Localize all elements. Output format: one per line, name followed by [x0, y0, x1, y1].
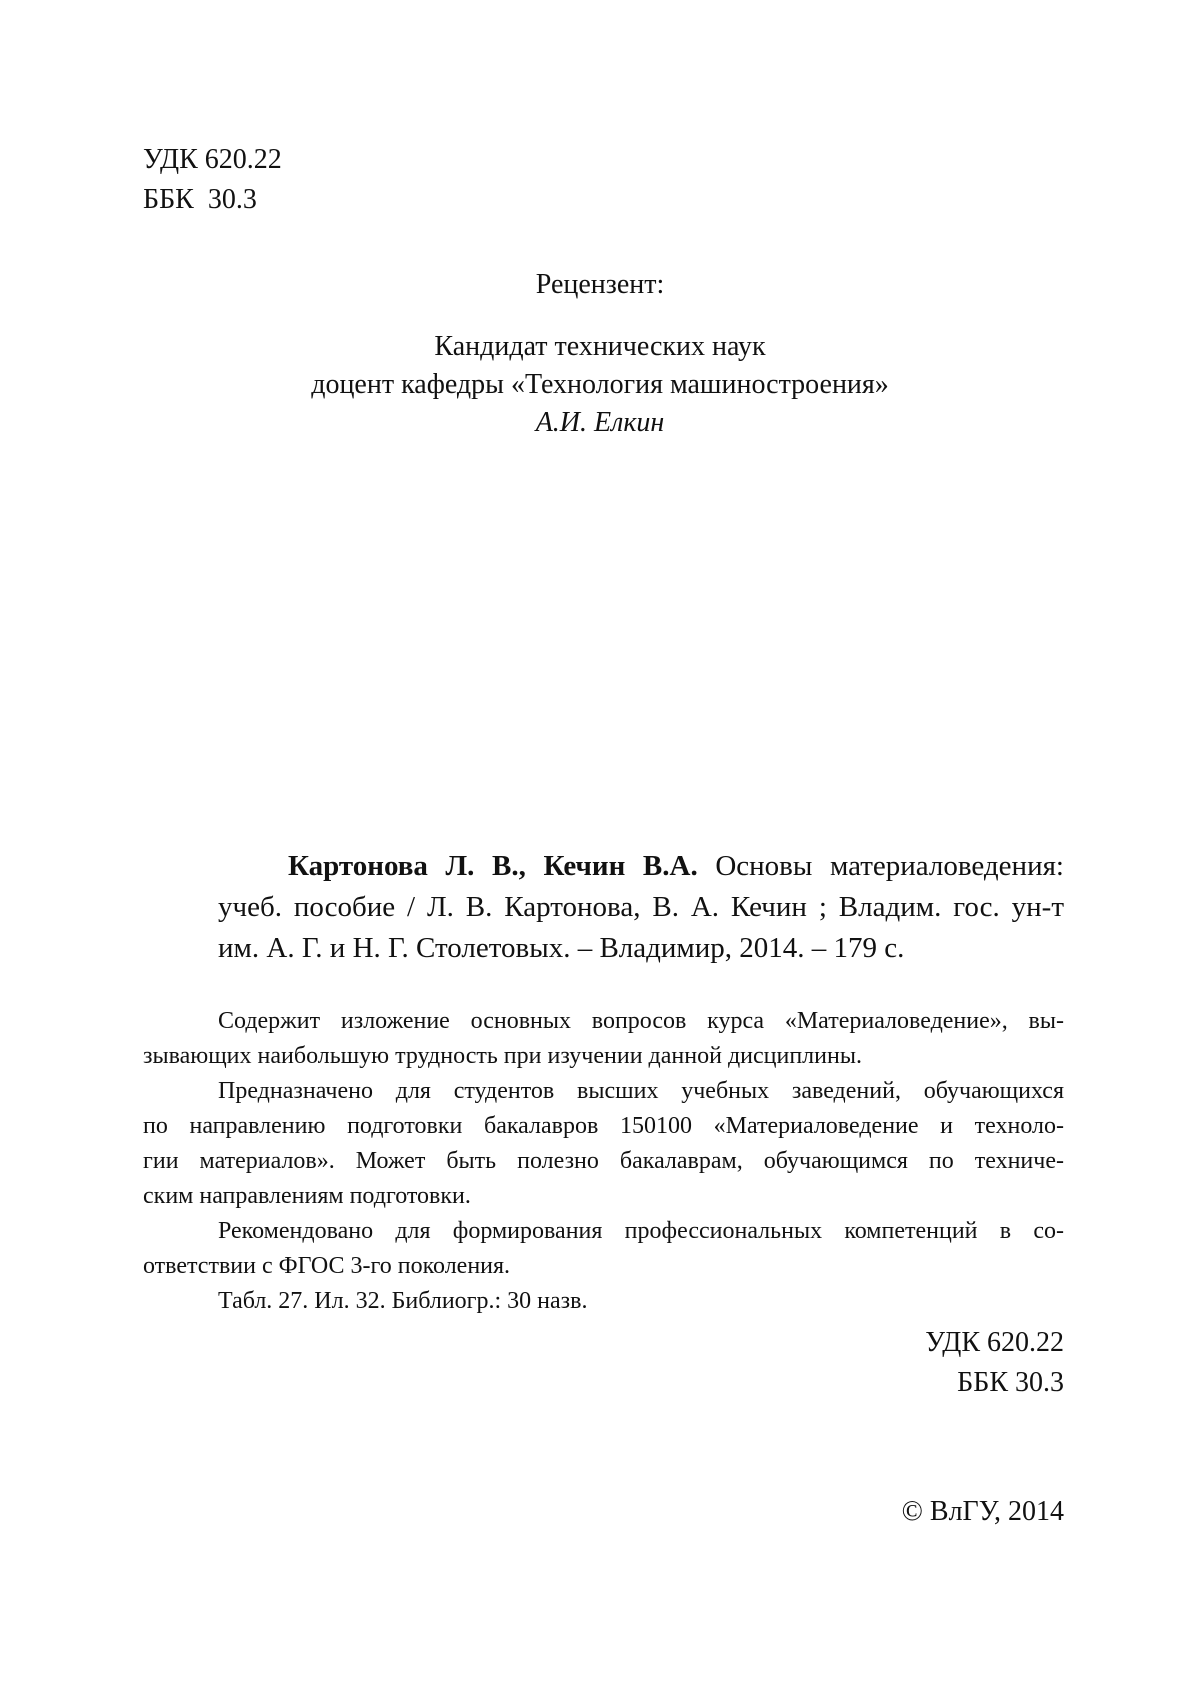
copyright-notice: © ВлГУ, 2014	[901, 1496, 1064, 1527]
reviewer-name: А.И. Елкин	[535, 407, 665, 438]
reviewer-position: доцент кафедры «Технология машиностроения»	[311, 369, 889, 400]
abstract-p4-line-1: Табл. 27. Ил. 32. Библиогр.: 30 назв.	[218, 1288, 588, 1314]
abstract-p2-line-3: гии материалов». Может быть полезно бакалаврам, обучающимся по техниче-	[143, 1148, 1064, 1174]
udk-code-bottom: УДК 620.22	[925, 1327, 1064, 1358]
udk-code-top: УДК 620.22	[143, 144, 282, 175]
biblio-line-3: им. А. Г. и Н. Г. Столетовых. – Владимир, 2014. – 179 с.	[218, 932, 905, 964]
bbk-code-bottom: ББК 30.3	[957, 1367, 1064, 1398]
reviewer-heading: Рецензент:	[535, 269, 665, 300]
reviewer-degree: Кандидат технических наук	[434, 331, 766, 362]
biblio-line-2: учеб. пособие / Л. В. Картонова, В. А. Кечин ; Владим. гос. ун-т	[218, 891, 1064, 923]
abstract-p1-line-1: Содержит изложение основных вопросов курса «Материаловедение», вы-	[218, 1008, 1064, 1034]
abstract-p3-line-1: Рекомендовано для формирования профессиональных компетенций в со-	[218, 1218, 1064, 1244]
bbk-code-top: ББК 30.3	[143, 184, 257, 215]
biblio-authors: Картонова Л. В., Кечин В.А.	[288, 850, 698, 882]
reviewer-block	[0, 328, 1200, 442]
abstract-p2-line-2: по направлению подготовки бакалавров 150100 «Материаловедение и техноло-	[143, 1113, 1064, 1139]
biblio-title: Основы материаловедения:	[697, 850, 1064, 882]
abstract-p2-line-4: ским направлениям подготовки.	[143, 1183, 471, 1209]
bottom-classification-codes	[925, 1323, 1064, 1403]
bibliographic-record	[218, 846, 1064, 969]
abstract-p3-line-2: ответствии с ФГОС 3-го поколения.	[143, 1253, 511, 1279]
abstract-p2-line-1: Предназначено для студентов высших учебных заведений, обучающихся	[218, 1078, 1064, 1104]
abstract-p1-line-2: зывающих наибольшую трудность при изучении данной дисциплины.	[143, 1043, 862, 1069]
biblio-line-1	[218, 846, 1064, 887]
top-classification-codes	[143, 140, 282, 220]
abstract	[143, 1004, 1064, 1319]
